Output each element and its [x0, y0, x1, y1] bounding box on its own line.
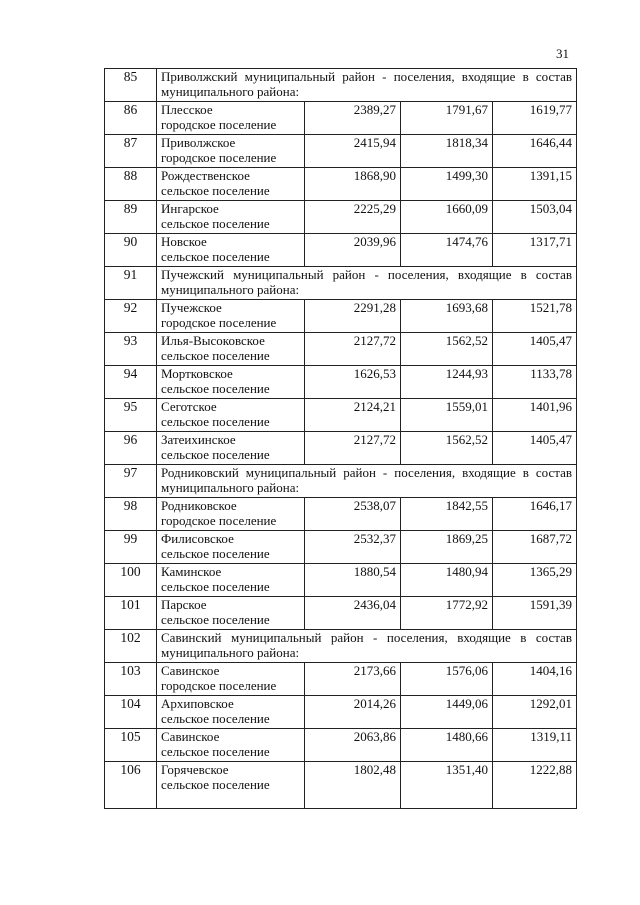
- value-3: 1521,78: [493, 300, 577, 333]
- value-2: 1480,94: [401, 564, 493, 597]
- settlement-type: городское поселение: [161, 315, 277, 330]
- value-1: 2173,66: [305, 663, 401, 696]
- settlement-name: [157, 366, 305, 399]
- value-2: 1772,92: [401, 597, 493, 630]
- settlement-name: [157, 498, 305, 531]
- value-1: 2127,72: [305, 432, 401, 465]
- settlement-name-line1: Приволжское: [161, 135, 236, 150]
- row-number: 104: [105, 696, 157, 729]
- row-number: 86: [105, 102, 157, 135]
- settlement-name-line1: Затеихинское: [161, 432, 236, 447]
- table-row: [105, 366, 577, 399]
- table-row: [105, 135, 577, 168]
- settlement-name-line1: Каминское: [161, 564, 222, 579]
- settlement-type: сельское поселение: [161, 447, 270, 462]
- value-2: 1660,09: [401, 201, 493, 234]
- settlement-type: сельское поселение: [161, 777, 270, 792]
- table-row: [105, 729, 577, 762]
- row-number: 103: [105, 663, 157, 696]
- settlement-name-line1: Родниковское: [161, 498, 237, 513]
- settlement-name-line1: Мортковское: [161, 366, 233, 381]
- row-number: 105: [105, 729, 157, 762]
- table-row: [105, 432, 577, 465]
- row-number: 94: [105, 366, 157, 399]
- group-header-row: [105, 465, 577, 498]
- table-row: [105, 564, 577, 597]
- settlement-name: [157, 663, 305, 696]
- value-1: 2538,07: [305, 498, 401, 531]
- row-number: 85: [105, 69, 157, 102]
- group-header-row: [105, 630, 577, 663]
- value-2: 1818,34: [401, 135, 493, 168]
- value-3: 1404,16: [493, 663, 577, 696]
- value-2: 1842,55: [401, 498, 493, 531]
- value-2: 1562,52: [401, 333, 493, 366]
- table-row: [105, 696, 577, 729]
- group-header-row: [105, 267, 577, 300]
- settlements-table: [104, 68, 577, 809]
- table-row: [105, 201, 577, 234]
- value-1: 2291,28: [305, 300, 401, 333]
- value-2: 1869,25: [401, 531, 493, 564]
- row-number: 92: [105, 300, 157, 333]
- value-3: 1133,78: [493, 366, 577, 399]
- settlement-type: сельское поселение: [161, 546, 270, 561]
- row-number: 97: [105, 465, 157, 498]
- table-row: [105, 102, 577, 135]
- value-3: 1365,29: [493, 564, 577, 597]
- settlement-type: сельское поселение: [161, 249, 270, 264]
- settlement-name-line1: Новское: [161, 234, 207, 249]
- value-2: 1576,06: [401, 663, 493, 696]
- value-2: 1791,67: [401, 102, 493, 135]
- table-row: [105, 300, 577, 333]
- settlement-name: [157, 564, 305, 597]
- row-number: 91: [105, 267, 157, 300]
- settlement-name-line1: Филисовское: [161, 531, 234, 546]
- value-1: 2532,37: [305, 531, 401, 564]
- value-1: 2039,96: [305, 234, 401, 267]
- value-3: 1591,39: [493, 597, 577, 630]
- value-2: 1244,93: [401, 366, 493, 399]
- value-2: 1449,06: [401, 696, 493, 729]
- group-header-row: [105, 69, 577, 102]
- settlement-type: сельское поселение: [161, 381, 270, 396]
- value-2: 1351,40: [401, 762, 493, 809]
- row-number: 96: [105, 432, 157, 465]
- value-1: 1802,48: [305, 762, 401, 809]
- row-number: 98: [105, 498, 157, 531]
- settlement-type: городское поселение: [161, 513, 277, 528]
- value-3: 1319,11: [493, 729, 577, 762]
- row-number: 87: [105, 135, 157, 168]
- table-row: [105, 663, 577, 696]
- value-3: 1222,88: [493, 762, 577, 809]
- settlement-type: городское поселение: [161, 678, 277, 693]
- table-row: [105, 333, 577, 366]
- value-2: 1693,68: [401, 300, 493, 333]
- settlement-type: сельское поселение: [161, 612, 270, 627]
- settlement-name-line1: Савинское: [161, 729, 220, 744]
- settlement-name-line1: Пучежское: [161, 300, 222, 315]
- settlement-name: [157, 762, 305, 809]
- value-3: 1317,71: [493, 234, 577, 267]
- settlement-name: [157, 432, 305, 465]
- settlement-name: [157, 300, 305, 333]
- settlement-name: [157, 102, 305, 135]
- settlement-name: [157, 168, 305, 201]
- settlement-name: [157, 696, 305, 729]
- table-row: [105, 399, 577, 432]
- table-row: [105, 498, 577, 531]
- settlement-name-line1: Илья-Высоковское: [161, 333, 265, 348]
- district-heading: Савинский муниципальный район - поселения, входящие в состав муниципального района:: [157, 630, 577, 663]
- settlement-name: [157, 597, 305, 630]
- value-2: 1562,52: [401, 432, 493, 465]
- value-3: 1646,17: [493, 498, 577, 531]
- row-number: 93: [105, 333, 157, 366]
- settlement-name-line1: Архиповское: [161, 696, 234, 711]
- row-number: 102: [105, 630, 157, 663]
- settlement-type: сельское поселение: [161, 183, 270, 198]
- settlement-name-line1: Плесское: [161, 102, 213, 117]
- district-heading: Пучежский муниципальный район - поселения, входящие в состав муниципального района:: [157, 267, 577, 300]
- settlement-name: [157, 729, 305, 762]
- settlement-type: городское поселение: [161, 150, 277, 165]
- value-3: 1619,77: [493, 102, 577, 135]
- value-3: 1646,44: [493, 135, 577, 168]
- table-row: [105, 762, 577, 809]
- settlement-name: [157, 135, 305, 168]
- value-1: 2014,26: [305, 696, 401, 729]
- settlement-name-line1: Сеготское: [161, 399, 217, 414]
- settlement-type: сельское поселение: [161, 348, 270, 363]
- value-2: 1559,01: [401, 399, 493, 432]
- row-number: 95: [105, 399, 157, 432]
- row-number: 89: [105, 201, 157, 234]
- value-1: 2127,72: [305, 333, 401, 366]
- settlement-type: городское поселение: [161, 117, 277, 132]
- value-1: 2415,94: [305, 135, 401, 168]
- settlement-type: сельское поселение: [161, 744, 270, 759]
- page-number: 31: [556, 46, 569, 61]
- settlement-name: [157, 333, 305, 366]
- value-2: 1499,30: [401, 168, 493, 201]
- value-3: 1401,96: [493, 399, 577, 432]
- value-2: 1474,76: [401, 234, 493, 267]
- row-number: 90: [105, 234, 157, 267]
- value-1: 1868,90: [305, 168, 401, 201]
- table-row: [105, 168, 577, 201]
- settlement-name-line1: Савинское: [161, 663, 220, 678]
- settlement-name-line1: Парское: [161, 597, 207, 612]
- settlement-name: [157, 399, 305, 432]
- settlement-type: сельское поселение: [161, 579, 270, 594]
- district-heading: Родниковский муниципальный район - поселения, входящие в состав муниципального района:: [157, 465, 577, 498]
- value-1: 2389,27: [305, 102, 401, 135]
- value-2: 1480,66: [401, 729, 493, 762]
- value-3: 1292,01: [493, 696, 577, 729]
- settlement-name-line1: Рождественское: [161, 168, 250, 183]
- settlement-type: сельское поселение: [161, 216, 270, 231]
- district-heading: Приволжский муниципальный район - поселения, входящие в состав муниципального района:: [157, 69, 577, 102]
- value-3: 1687,72: [493, 531, 577, 564]
- table-row: [105, 597, 577, 630]
- row-number: 101: [105, 597, 157, 630]
- value-3: 1405,47: [493, 432, 577, 465]
- value-1: 2225,29: [305, 201, 401, 234]
- value-3: 1503,04: [493, 201, 577, 234]
- table-row: [105, 234, 577, 267]
- value-1: 2063,86: [305, 729, 401, 762]
- value-1: 2436,04: [305, 597, 401, 630]
- settlement-name: [157, 201, 305, 234]
- settlement-name-line1: Ингарское: [161, 201, 219, 216]
- settlement-name: [157, 234, 305, 267]
- value-1: 1626,53: [305, 366, 401, 399]
- value-1: 1880,54: [305, 564, 401, 597]
- value-3: 1391,15: [493, 168, 577, 201]
- row-number: 100: [105, 564, 157, 597]
- row-number: 106: [105, 762, 157, 809]
- value-3: 1405,47: [493, 333, 577, 366]
- settlement-name-line1: Горячевское: [161, 762, 229, 777]
- table-row: [105, 531, 577, 564]
- row-number: 88: [105, 168, 157, 201]
- settlement-type: сельское поселение: [161, 414, 270, 429]
- table-body: [105, 69, 577, 809]
- settlement-type: сельское поселение: [161, 711, 270, 726]
- row-number: 99: [105, 531, 157, 564]
- value-1: 2124,21: [305, 399, 401, 432]
- settlement-name: [157, 531, 305, 564]
